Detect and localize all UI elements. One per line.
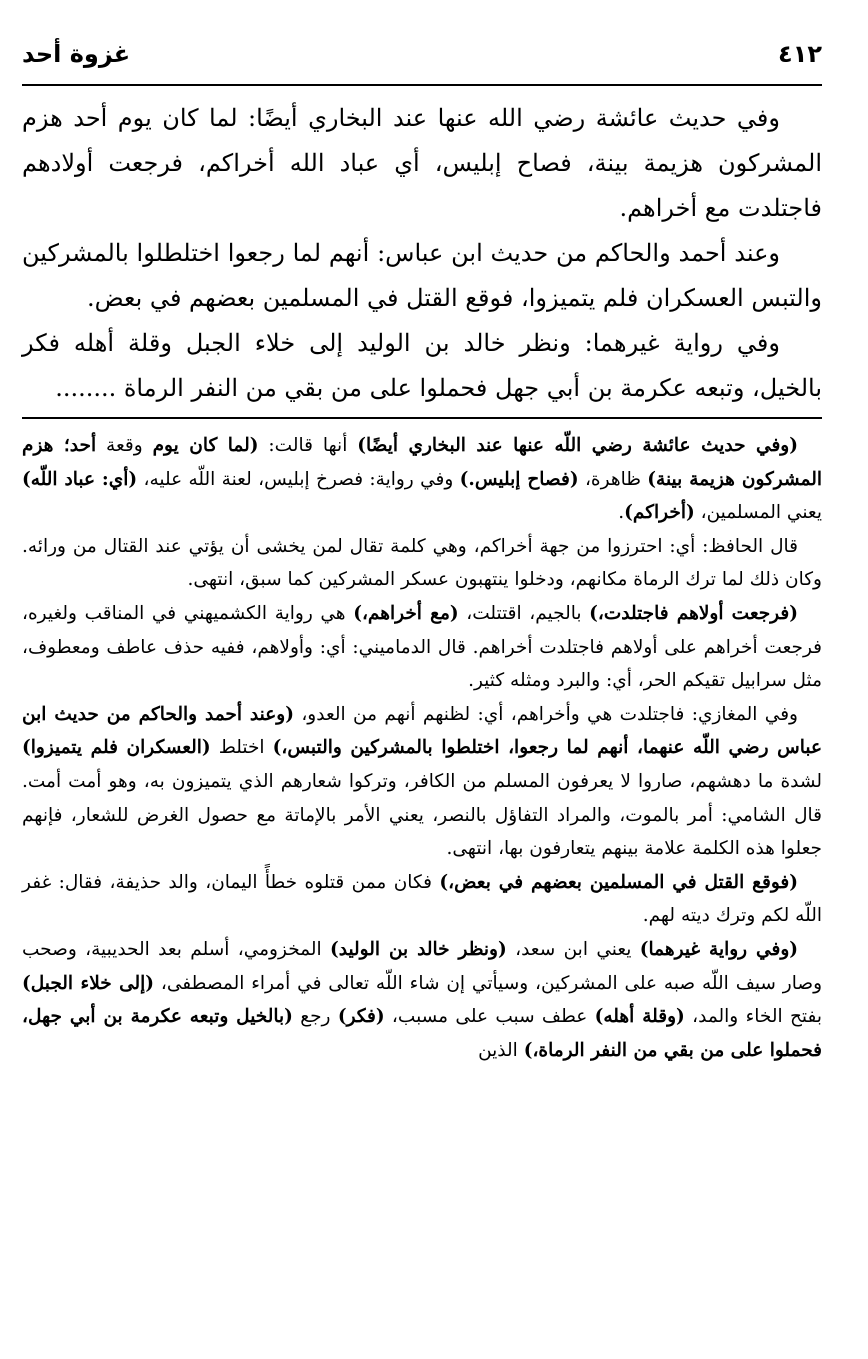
quoted-text: (أي: عباد اللّه) xyxy=(22,468,138,490)
gloss-text: الذين xyxy=(478,1039,524,1061)
gloss-text: ظاهرة، xyxy=(578,468,648,490)
quoted-text: (وفي حديث عائشة رضي اللّه عنها عند البخاري أيضًا) xyxy=(357,435,798,456)
footnote-divider xyxy=(22,417,822,419)
book-page xyxy=(22,40,822,1067)
gloss-text: اختلط xyxy=(210,737,273,759)
quoted-text: (وقلة أهله) xyxy=(594,1006,685,1028)
gloss-text: وقعة xyxy=(96,435,153,456)
quoted-text: (لما كان يوم xyxy=(152,435,259,456)
quoted-text: (فوقع القتل في المسلمين بعضهم في بعض،) xyxy=(439,871,798,893)
quoted-text: (إلى خلاء الجبل) xyxy=(22,972,155,994)
quoted-text: (فصاح إبليس.) xyxy=(459,468,579,490)
gloss-text: بالجيم، اقتتلت، xyxy=(458,602,590,624)
commentary-paragraph xyxy=(22,933,822,1067)
gloss-text: فكان ممن قتلوه خطأً اليمان، والد حذيفة، فقال: غفر اللّه لكم وترك ديته لهم. xyxy=(22,871,822,927)
gloss-text: وفي المغازي: فاجتلدت هي وأخراهم، أي: لظنهم أنهم من العدو، xyxy=(293,703,798,725)
gloss-text: أنها قالت: xyxy=(258,435,358,456)
quoted-text: (فكر) xyxy=(337,1006,385,1028)
chapter-title: غزوة أحد xyxy=(22,40,131,68)
gloss-text: يعني ابن سعد، xyxy=(506,938,640,960)
page-number: ٤١٢ xyxy=(778,40,822,68)
main-paragraph: وفي حديث عائشة رضي الله عنها عند البخاري أيضًا: لما كان يوم أحد هزم المشركون هزيمة بينة، فصاح إبليس، أي عباد الله أخراكم، فرجعت أولادهم فاجتلدت مع أخراهم. xyxy=(22,104,822,222)
commentary-paragraph xyxy=(22,429,822,530)
main-paragraph: وعند أحمد والحاكم من حديث ابن عباس: أنهم لما رجعوا اختلطلوا بالمشركين والتبس العسكران فلم يتميزوا، فوقع القتل في المسلمين بعضهم في بعض. xyxy=(22,239,822,312)
quoted-text: (مع أخراهم،) xyxy=(353,602,459,624)
gloss-text: بفتح الخاء والمد، xyxy=(684,1006,822,1028)
gloss-text: وفي رواية: فصرخ إبليس، لعنة اللّه عليه، xyxy=(137,468,460,490)
quoted-text: (وعند أحمد والحاكم من حديث ابن عباس رضي اللّه عنهما، أنهم لما رجعوا، اختلطوا بالمشركين والتبس،) xyxy=(22,703,822,759)
gloss-text: المخزومي، أسلم بعد الحديبية، وصحب وصار سيف اللّه صبه على المشركين، وسيأتي إن شاء اللّه تعالى في أمراء المصطفى، xyxy=(22,938,822,994)
quoted-text: (ونظر خالد بن الوليد) xyxy=(330,938,507,960)
commentary-paragraph xyxy=(22,698,822,866)
quoted-text: أحد؛ هزم المشركون هزيمة بينة) xyxy=(22,435,822,490)
quoted-text: (أخراكم) xyxy=(624,502,695,524)
quoted-text: (فرجعت أولاهم فاجتلدت،) xyxy=(589,602,798,624)
quoted-text: (العسكران فلم يتميزوا) xyxy=(22,737,211,759)
quoted-text: (بالخيل وتبعه عكرمة بن أبي جهل، فحملوا على من بقي من النفر الرماة،) xyxy=(22,1006,822,1061)
main-paragraph: وفي رواية غيرهما: ونظر خالد بن الوليد إلى خلاء الجبل وقلة أهله فكر بالخيل، وتبعه عكرمة بن أبي جهل فحملوا على من بقي من النفر الرماة ........ xyxy=(22,329,822,402)
gloss-text: يعني المسلمين، xyxy=(694,502,822,524)
commentary xyxy=(22,429,822,1067)
quoted-text: (وفي رواية غيرهما) xyxy=(639,938,799,960)
gloss-text: . xyxy=(618,502,625,524)
gloss-text: عطف سبب على مسبب، xyxy=(384,1006,595,1028)
gloss-text: لشدة ما دهشهم، صاروا لا يعرفون المسلم من الكافر، وتركوا شعارهم الذي يتميزون به، وهو أمت أمت. قال الشامي: أمر بالموت، والمراد التفاؤل بالنصر، يعني الأمر بالإماتة مع حصول الغرض للشعار، فإنهم جعلوا هذه الكلمة علامة بينهم يتعارفون بها، انتهى. xyxy=(22,770,822,860)
gloss-text: هي رواية الكشميهني في المناقب ولغيره، فرجعت أخراهم على أولاهم فاجتلدت أخراهم. قال الدماميني: أي: وأولاهم، ففيه حذف عاطف ومعطوف، مثل سرابيل تقيكم الحر، أي: والبرد ومثله كثير. xyxy=(22,602,822,692)
commentary-paragraph: قال الحافظ: أي: احترزوا من جهة أخراكم، وهي كلمة تقال لمن يخشى أن يؤتي عند القتال من ورائه. وكان ذلك لما ترك الرماة مكانهم، ودخلوا ينتهبون عسكر المشركين كما سبق، انتهى. xyxy=(22,535,822,591)
page-header xyxy=(22,40,822,86)
gloss-text: رجع xyxy=(292,1006,338,1028)
commentary-paragraph xyxy=(22,597,822,698)
commentary-paragraph xyxy=(22,866,822,933)
main-text xyxy=(22,96,822,411)
